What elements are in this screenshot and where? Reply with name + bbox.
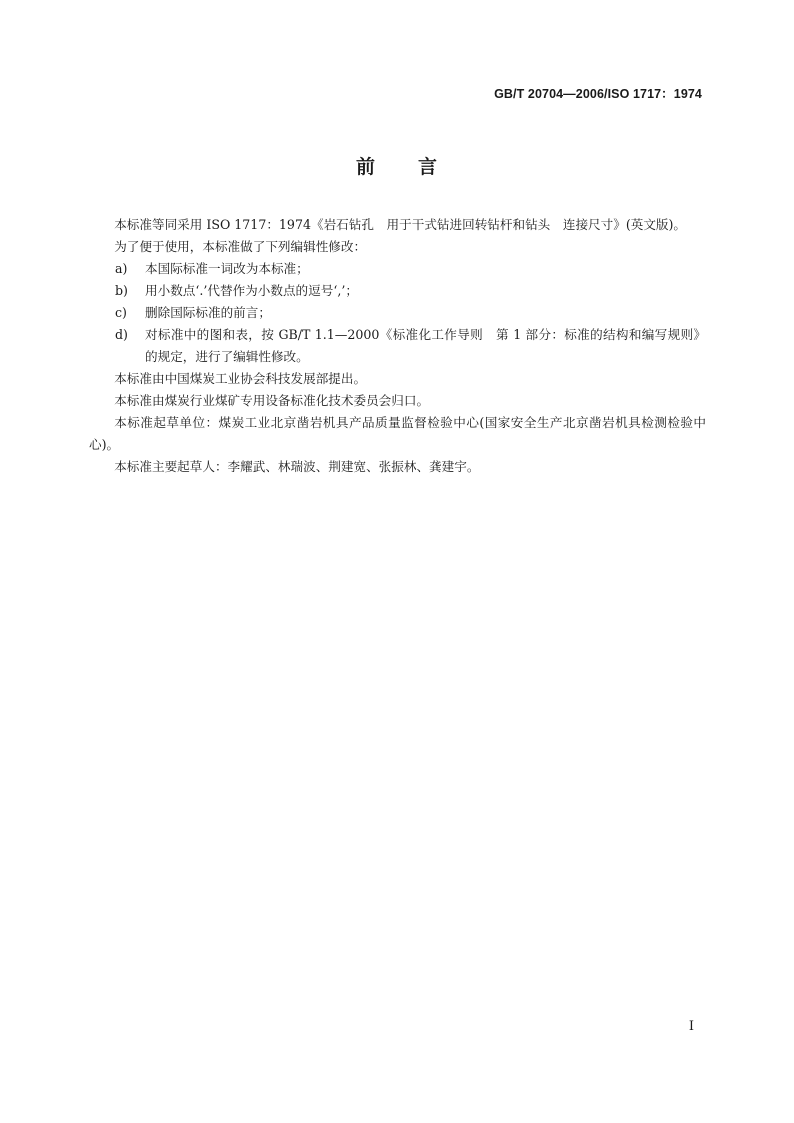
standard-code-header: GB/T 20704—2006/ISO 1717：1974 <box>494 87 702 101</box>
list-item-text: 本国际标准一词改为本标准； <box>145 261 309 276</box>
paragraph-proposer: 本标准由中国煤炭工业协会科技发展部提出。 <box>114 371 367 386</box>
title-char-1: 前 <box>355 156 376 178</box>
title-char-2: 言 <box>418 156 439 178</box>
list-item <box>89 302 706 324</box>
list-marker: b) <box>115 283 128 298</box>
list-item-text: 对标准中的图和表，按 GB/T 1.1—2000《标准化工作导则 第 1 部分：标准的结构和编写规则》的规定，进行了编辑性修改。 <box>145 327 706 364</box>
foreword-body <box>89 214 706 478</box>
list-marker: a) <box>115 261 128 276</box>
paragraph-drafting-unit: 本标准起草单位：煤炭工业北京凿岩机具产品质量监督检验中心(国家安全生产北京凿岩机具检测检验中心)。 <box>89 415 706 452</box>
paragraph-committee: 本标准由煤炭行业煤矿专用设备标准化技术委员会归口。 <box>114 393 430 408</box>
paragraph-edit-intro: 为了便于使用，本标准做了下列编辑性修改： <box>114 239 367 254</box>
paragraph-drafters: 本标准主要起草人：李耀武、林瑞波、荆建宽、张振林、龚建宇。 <box>114 459 480 474</box>
list-item <box>89 258 706 280</box>
list-item-text: 删除国际标准的前言； <box>145 305 271 320</box>
page-title <box>0 152 794 179</box>
page-number: Ⅰ <box>688 1019 694 1034</box>
list-item-text: 用小数点‘.’代替作为小数点的逗号‘,’； <box>145 283 358 298</box>
list-item <box>89 324 706 368</box>
list-marker: d) <box>115 327 128 342</box>
list-item <box>89 280 706 302</box>
paragraph-adoption: 本标准等同采用 ISO 1717：1974《岩石钻孔 用于干式钻进回转钻杆和钻头 连接尺寸》(英文版)。 <box>114 217 687 232</box>
list-marker: c) <box>115 305 127 320</box>
